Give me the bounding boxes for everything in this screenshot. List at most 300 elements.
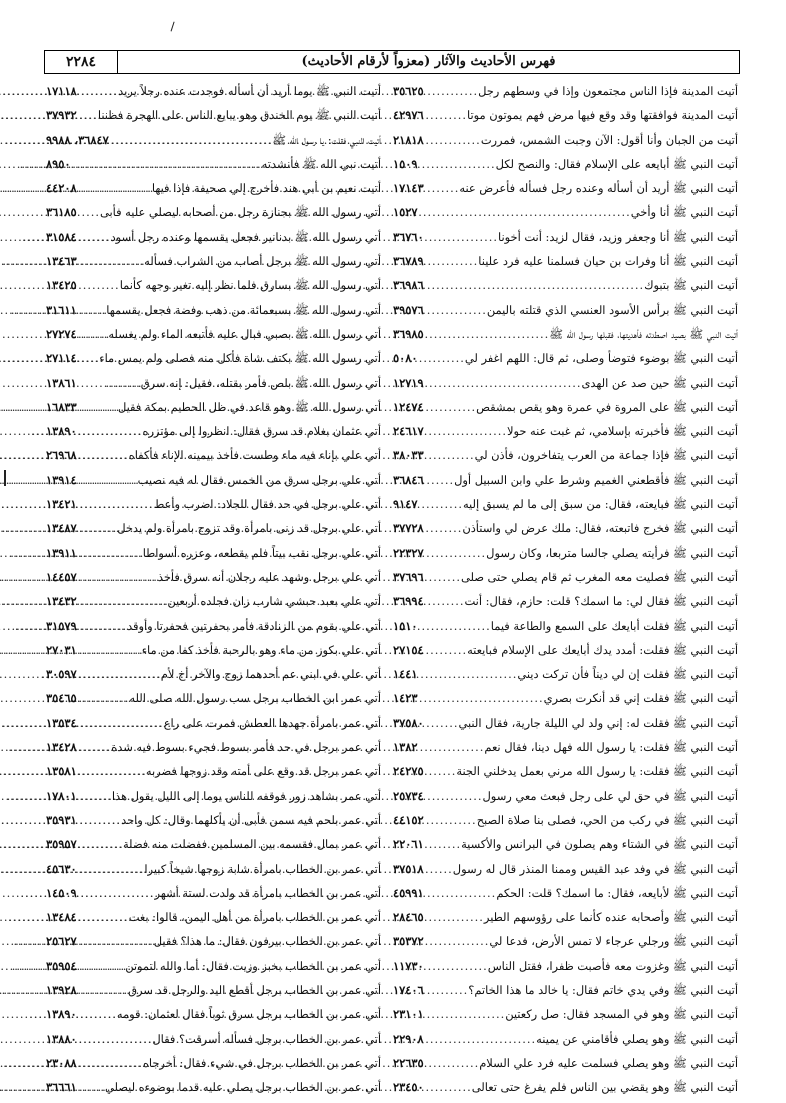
index-entry: [44, 443, 381, 467]
leader-dots: [77, 225, 111, 249]
hadith-number: ١٤٥٠٩: [46, 885, 77, 900]
entry-text: أتيت النبي ﷺ لأبايعه، فقال: ما اسمك؟ قلت: الحكم: [496, 885, 738, 900]
leader-dots: [77, 298, 107, 322]
index-entry: [44, 200, 381, 224]
leader-dots: [77, 565, 158, 589]
leader-dots: [77, 954, 126, 978]
leader-dots: [77, 614, 127, 638]
index-entry: [44, 541, 381, 565]
leader-dots: [424, 419, 507, 443]
hadith-number: ٢٧١٥٤: [393, 642, 424, 657]
leader-dots: [417, 346, 464, 370]
hadith-number: ٣١٦١١: [46, 302, 77, 317]
index-entry: [44, 79, 381, 103]
index-entry: [44, 103, 381, 127]
hadith-number: ١٥١٠: [393, 618, 418, 633]
leader-dots: [424, 225, 498, 249]
leader-dots: [77, 468, 138, 492]
page-header: [44, 50, 740, 74]
leader-dots: [424, 79, 479, 103]
entry-text: أتيت النبي ﷺ وهو يصلي فسلمت عليه فرد علي السلام: [479, 1055, 738, 1070]
entry-text: أتيت النبي ﷺ يوم الخندق وهو يبايع الناس على الهجرة فظننا: [97, 108, 381, 123]
entry-text: أتي رسول الله ﷺ برجل أصاب من الشراب فسأله: [144, 254, 381, 269]
index-entry: [391, 711, 738, 735]
entry-text: أتيت النبي ﷺ أبايعه على الإسلام فقال: والنصح لكل: [495, 156, 738, 171]
index-entry: [391, 152, 738, 176]
leader-dots: [424, 298, 487, 322]
hadith-number: ٣٥٩٣١: [46, 812, 77, 827]
entry-text: أتيت النبي ﷺ وفي يدي خاتم فقال: يا خالد ما هذا الخاتم؟: [468, 982, 738, 997]
index-entry: [391, 1075, 738, 1099]
entry-text: أتيت النبي ﷺ أنا وفرات بن حيان فسلمنا عليه فرد علينا: [478, 254, 738, 269]
index-entry: [391, 1002, 738, 1026]
entry-text: أتي علي بعبد حبشي شارب زان فجلده أربعين: [167, 594, 381, 609]
entry-text: أتيت النبي ﷺ فرأيته يصلي جالسا متربعا، وكان رسول: [486, 545, 738, 560]
hadith-number: ٢٧١١٤: [46, 351, 77, 366]
leader-dots: [77, 711, 164, 735]
leader-dots: [424, 322, 550, 346]
index-entry: [44, 298, 381, 322]
index-entry: [44, 1002, 381, 1026]
index-entry: [44, 346, 381, 370]
hadith-number: ١٧٤٠٦: [393, 982, 424, 997]
index-entry: [44, 249, 381, 273]
hadith-number: ٢٧٠٣١: [46, 642, 77, 657]
index-entry: [44, 589, 381, 613]
hadith-number: ١٣٥٨١: [46, 764, 77, 779]
hadith-number: ٢٤٦١٧: [393, 424, 424, 439]
leader-dots: [417, 686, 543, 710]
hadith-number: ١٤٤١: [393, 667, 418, 682]
index-columns: [44, 79, 738, 1095]
entry-text: أتيت النبي ﷺ فقلت: يا رسول الله مرني بعمل يدخلني الجنة: [456, 764, 738, 779]
entry-text: أتي رسول الله ﷺ بسارق فلما نظر إليه تغير وجهه كأنما: [119, 278, 381, 293]
index-entry: [391, 103, 738, 127]
hadith-number: ١٢٤٧٤: [393, 399, 424, 414]
index-entry: [44, 128, 381, 152]
hadith-number: ٤٤٢٠٨: [46, 181, 77, 196]
leader-dots: [77, 759, 146, 783]
entry-text: أتيت النبي ﷺ بصيد اصطدته فأهديتها، فقبلها رسول الله ﷺ: [549, 326, 738, 341]
index-entry: [44, 152, 381, 176]
index-entry: [391, 1027, 738, 1051]
leader-dots: [424, 1075, 472, 1099]
leader-dots: [77, 1027, 153, 1051]
index-entry: [44, 273, 381, 297]
entry-text: أتي عمر بن الخطاب بيرفون فقال: ما هذا؟ فقيل: [153, 934, 381, 949]
hadith-number: ٣٦٩٨٥: [393, 326, 424, 341]
index-entry: [391, 881, 738, 905]
leader-dots: [77, 200, 100, 224]
entry-text: أتي رسول الله ﷺ بجنازة رجل من أصحابه ليصلي عليه فأبى: [99, 205, 381, 220]
entry-text: أتي عمر بن الخطاب برجل أقطع اليد والرجل قد سرق: [128, 982, 381, 997]
index-entry: [44, 857, 381, 881]
hadith-number: ٢٢٣٢٧: [393, 545, 424, 560]
index-entry: [391, 225, 738, 249]
entry-text: أتيت النبي ﷺ على المروة في عمرة وهو يقص بمشقص: [476, 399, 738, 414]
entry-text: أتيت النبي ﷺ فقلت إني قد أنكرت بصري: [543, 691, 738, 706]
leader-dots: [77, 516, 118, 540]
leader-dots: [77, 784, 112, 808]
entry-text: أتيت النبي ﷺ بوضوء فتوضأ وصلى، ثم قال: اللهم اغفر لي: [464, 351, 738, 366]
entry-text: أتيت النبي ﷺ حين صد عن الهدى: [581, 375, 738, 390]
hadith-number: ٣٦٩٩٤: [393, 594, 424, 609]
index-entry: [44, 978, 381, 1002]
index-entry: [391, 808, 738, 832]
leader-dots: [424, 881, 497, 905]
entry-text: أتيت النبي ﷺ فإذا جماعة من العرب يتفاخرون، فأذن لي: [474, 448, 738, 463]
leader-dots: [424, 978, 469, 1002]
hadith-number: ٢٧٢٧٤: [46, 326, 77, 341]
leader-dots: [424, 273, 645, 297]
hadith-number: ٩١٤٧: [393, 497, 418, 512]
hadith-number: ٢٥٧٣٤: [393, 788, 424, 803]
leader-dots: [77, 857, 145, 881]
index-entry: [44, 686, 381, 710]
entry-text: أتيت النبي ﷺ فأقطعني الغميم وشرط علي وابن السبيل أول: [454, 472, 738, 487]
entry-text: أتيت النبي ﷺ ورجلي عرجاء لا تمس الأرض، فدعا لي: [489, 934, 738, 949]
hadith-number: ١٣٨٩٠: [46, 424, 77, 439]
index-entry: [391, 1051, 738, 1075]
entry-text: أتي عمر بن الخطاب بخبز وزيت فقال: أما والله لتموتن: [125, 958, 381, 973]
hadith-number: ١٥٠٩: [393, 156, 418, 171]
index-entry: [44, 371, 381, 395]
entry-text: أتي عمر بامرأة جهدها العطش فمرت على راع: [163, 715, 381, 730]
index-entry: [391, 832, 738, 856]
leader-dots: [77, 346, 100, 370]
index-entry: [391, 589, 738, 613]
hadith-number: ١٣٤٣٢: [46, 594, 77, 609]
entry-text: أتي عمر بن الخطاب برجل يصلي عليه قدما بوضوءه ليصلي: [105, 1080, 381, 1095]
hadith-number: ٢٢٠٦١: [393, 837, 424, 852]
entry-text: أتي رسول الله ﷺ بدنانير فجعل يقسمها وعنده رجل أسود: [110, 229, 381, 244]
entry-text: أتيت النبي ﷺ في حق لي على رجل فبعث معي رسول: [482, 788, 738, 803]
entry-text: أتي عمر بمال فقسمه بين المسلمين ففضلت منه فضلة: [122, 837, 381, 852]
index-entry: [44, 808, 381, 832]
leader-dots: [424, 128, 481, 152]
hadith-number: ٣٨٠٣٣: [393, 448, 424, 463]
hadith-number: ٣٦١٨٥: [46, 205, 77, 220]
leader-dots: [424, 395, 477, 419]
entry-text: أتيت المدينة فوافقتها وقد وقع فيها مرض فهم يموتون موتا: [467, 108, 738, 123]
entry-text: أتي علي بقوم من الزنادقة فأمر بحفرتين فحفرتا وأوقد: [127, 618, 381, 633]
hadith-number: ١٥٢٧: [393, 205, 418, 220]
entry-text: أتيت نعيم بن أبي هند فأخرج إلي صحيفة فإذا فيها: [151, 181, 381, 196]
leader-dots: [424, 468, 455, 492]
leader-dots: [424, 103, 467, 127]
leader-dots: [424, 711, 459, 735]
entry-text: أتيت من الجبان وأنا أقول: الآن وجبت الشمس، فمررت: [480, 132, 738, 147]
leader-dots: [417, 614, 490, 638]
entry-text: أتيت النبي ﷺ يوما أريد أن أسأله فوجدت عنده رجلاً يريد: [118, 84, 381, 98]
hadith-number: ١٣٤٢٨: [46, 740, 77, 755]
leader-dots: [424, 929, 490, 953]
leader-dots: [417, 200, 630, 224]
leader-dots: [424, 541, 487, 565]
leader-dots: [77, 1002, 117, 1026]
hadith-number: ٣١٥٧٩: [46, 618, 77, 633]
entry-text: أتيت النبي فقلت: يا رسول الله ﷺ: [272, 132, 381, 147]
index-entry: [391, 784, 738, 808]
index-entry: [44, 662, 381, 686]
entry-text: أتي علي برجل سرق من الخمس فقال له فيه نصيب: [137, 472, 381, 487]
leader-dots: [77, 249, 145, 273]
entry-text: أتي علي برجل نقب بيتاً فلم يقطعه، وعزره أسواطا: [142, 545, 381, 560]
entry-text: أتيت النبي ﷺ فأخبرته بإسلامي، ثم غبت عنه حولا: [507, 424, 738, 439]
leader-dots: [77, 808, 122, 832]
entry-text: أتي رسول الله ﷺ بصبي فبال عليه فأتبعه الماء ولم يغسله: [108, 326, 381, 341]
leader-dots: [77, 273, 120, 297]
hadith-number: ١٣٤٦٣: [46, 254, 77, 269]
leader-dots: [77, 881, 155, 905]
index-entry: [44, 832, 381, 856]
leader-dots: [77, 492, 154, 516]
entry-text: أتيت النبي ﷺ فبايعته، فقال: من سبق إلى ما لم يسبق إليه: [462, 497, 738, 512]
hadith-number: ٣٦٨٤٦: [393, 472, 424, 487]
index-entry: [391, 346, 738, 370]
entry-text: أتي رسول الله ﷺ بلص فأمر بقتله، فقيل: إنه سرق: [140, 375, 381, 390]
hadith-number: ١٧٨٠١: [46, 788, 77, 803]
leader-dots: [424, 832, 461, 856]
index-entry: [391, 273, 738, 297]
index-entry: [391, 79, 738, 103]
entry-text: أتيت النبي ﷺ في ركب من الحي، فصلى بنا صلاة الصبح: [476, 812, 738, 827]
index-entry: [391, 929, 738, 953]
leader-dots: [70, 152, 261, 176]
leader-dots: [424, 784, 483, 808]
leader-dots: [417, 662, 517, 686]
hadith-number: ٣٧٧٢٨: [393, 521, 424, 536]
entry-text: أتي عمر بشاهد زور فوقفه للناس يوما إلى الليل يقول هذا: [111, 788, 381, 803]
leader-dots: [424, 371, 582, 395]
index-entry: [391, 200, 738, 224]
index-entry: [44, 176, 381, 200]
entry-text: أتيت النبي ﷺ أريد أن أسأله وعنده رجل فسأله فأعرض عنه: [459, 181, 738, 196]
hadith-number: ٢٦٩٦٨: [46, 448, 77, 463]
index-entry: [44, 905, 381, 929]
index-entry: [391, 662, 738, 686]
entry-text: أتي رسول الله ﷺ بكتف شاة فأكل منه فصلى ولم يمس ماء: [99, 351, 381, 366]
index-entry: [44, 954, 381, 978]
hadith-number: ١٣٤٢٥: [46, 278, 77, 293]
leader-dots: [77, 929, 154, 953]
hadith-number: ٤٥٦٣٠: [46, 861, 77, 876]
index-entry: [44, 929, 381, 953]
leader-dots: [77, 176, 152, 200]
index-entry: [44, 1051, 381, 1075]
entry-text: أتيت النبي ﷺ في وفد عبد القيس وممنا المنذر قال له رسول: [452, 861, 738, 876]
index-entry: [391, 249, 738, 273]
entry-text: أتيت النبي ﷺ وأصحابه عنده كأنما على رؤوسهم الطير: [483, 910, 738, 925]
index-entry: [44, 225, 381, 249]
entry-text: أتيت النبي ﷺ فقلت له: إني ولد لي الليلة جارية، فقال النبي: [458, 715, 738, 730]
hadith-number: ٥٠٨٠: [393, 351, 418, 366]
leader-dots: [424, 443, 475, 467]
leader-dots: [424, 249, 479, 273]
hadith-number: ٣٩٥٧٦: [393, 302, 424, 317]
entry-text: أتي علي برجل في حد فقال للجلاد: اضرب وأعط: [153, 497, 381, 512]
entry-text: أتي علي برجل قد زنى بامرأة وقد تزوج بامرأة ولم يدخل: [117, 521, 381, 536]
leader-dots: [77, 371, 141, 395]
index-entry: [391, 443, 738, 467]
leader-dots: [424, 589, 465, 613]
hadith-number: ١٣٤٨٧: [46, 521, 77, 536]
index-entry: [391, 468, 738, 492]
hadith-number: ٢٣٠٨٨: [46, 1055, 77, 1070]
entry-text: أتي عمر بن الخطاب بامرأة شابة زوجها شيخاً كبيرا: [144, 861, 381, 876]
entry-text: أتي علي بإناء فيه ماء وطست فأخذ بيمينه الإناء فأكفاه: [128, 448, 381, 463]
hadith-number: ١٤٤٥٧: [46, 569, 77, 584]
leader-dots: [77, 686, 130, 710]
entry-text: أتي عمر بن الخطاب بامرأة قد ولدت لستة أشهر: [154, 885, 381, 900]
entry-text: أتي عمر بلحم فيه سمن فأبى أن يأكلهما وقال: كل واحد: [121, 812, 381, 827]
entry-text: أتي عمر بن الخطاب برجل سرق ثوباً فقال لعثمان: قومه: [116, 1007, 381, 1022]
hadith-number: ١٧١١٨: [46, 84, 77, 98]
leader-dots: [424, 1027, 537, 1051]
index-entry: [44, 1027, 381, 1051]
hadith-number: ٣٥٩٥٧: [46, 837, 77, 852]
index-entry: [391, 492, 738, 516]
entry-text: أتي عمر بن الخطاب برجل في شيء فقال: أخرجاه: [142, 1055, 381, 1070]
index-entry: [391, 735, 738, 759]
leader-dots: [77, 443, 129, 467]
entry-text: أتي رسول الله ﷺ وهو قاعد في ظل الحطيم بمكة فقيل: [117, 399, 381, 414]
hadith-number: ٤٥٩٩١: [393, 885, 424, 900]
index-entry: [44, 565, 381, 589]
entry-text: أتي عمر برجل قد وقع على أمته وقد زوجها فضربه: [145, 764, 381, 779]
hadith-number: ٣٧٥٨٠: [393, 715, 424, 730]
left-column: [44, 79, 391, 1095]
leader-dots: [77, 79, 119, 103]
entry-text: أتيت النبي ﷺ في الشتاء وهم يصلون في البرانس والأكسية: [461, 837, 738, 852]
hadith-number: ١٤٢٣: [393, 691, 418, 706]
leader-dots: [424, 1002, 506, 1026]
entry-text: أتيت النبي ﷺ فقلت: يا رسول الله فهل دينا، فقال نعم: [484, 740, 738, 755]
hadith-number: ٢٨٤٦٥: [393, 910, 424, 925]
index-entry: [44, 492, 381, 516]
hadith-number: ٣٦٧٦٠: [393, 229, 424, 244]
entry-text: أتيت النبي ﷺ فقلت: أمدد يدك أبايعك على الإسلام فبايعته: [467, 642, 738, 657]
entry-text: أتي عمر بن الخطاب برجل فسأله أسرقت؟ فقال: [152, 1031, 381, 1046]
leader-dots: [77, 1051, 143, 1075]
hadith-number: ١٣٨٦١: [46, 375, 77, 390]
hadith-number: ١٣٨٨٠: [46, 1031, 77, 1046]
right-column: [391, 79, 738, 1095]
index-entry: [391, 176, 738, 200]
index-entry: [44, 735, 381, 759]
hadith-number: ٣٧٥١٨: [393, 861, 424, 876]
hadith-number: ١٣٩٢٨: [46, 982, 77, 997]
leader-dots: [77, 395, 118, 419]
entry-text: أتيت النبي ﷺ فخرج فاتبعته، فقال: ملك عرض لي واستأذن: [462, 521, 738, 536]
hadith-number: ٣٦٦٦١: [46, 1080, 77, 1095]
hadith-number: ٣٠٥٩٧: [46, 667, 77, 682]
index-entry: [44, 516, 381, 540]
leader-dots: [424, 176, 460, 200]
scan-mark: [171, 22, 178, 33]
hadith-number: ٨٩٥٠: [46, 156, 71, 171]
hadith-number: ١٢٧١٩: [393, 375, 424, 390]
leader-dots: [424, 638, 467, 662]
leader-dots: [77, 735, 112, 759]
leader-dots: [417, 152, 495, 176]
entry-text: أتيت النبي ﷺ وغزوت معه فأصبت ظفرا، فقتل الناس: [487, 958, 738, 973]
hadith-number: ٢٥٦٢٧: [46, 934, 77, 949]
entry-text: أتيت النبي ﷺ فقلت إن لي ديناً فأن تركت ديني: [517, 667, 738, 682]
index-entry: [391, 565, 738, 589]
index-entry: [391, 128, 738, 152]
entry-text: أتيت النبي ﷺ وهو يصلي فأقامني عن يمينه: [536, 1031, 738, 1046]
index-entry: [391, 516, 738, 540]
index-entry: [391, 954, 738, 978]
leader-dots: [424, 857, 453, 881]
hadith-number: ١٣٥٣٤: [46, 715, 77, 730]
hadith-number: ١٣٩١١: [46, 545, 77, 560]
leader-dots: [424, 565, 461, 589]
hadith-number: ١٣٤٨٤: [46, 910, 77, 925]
index-entry: [391, 419, 738, 443]
entry-text: أتيت النبي ﷺ أنا وأخي: [630, 205, 738, 220]
hadith-number: ٣٦٩٨٦: [393, 278, 424, 293]
hadith-number: ٢٣٤٥٠: [393, 1080, 424, 1095]
index-entry: [44, 759, 381, 783]
hadith-number: ٢١٨١٨: [393, 132, 424, 147]
index-entry: [44, 614, 381, 638]
index-entry: [391, 759, 738, 783]
leader-dots: [77, 589, 168, 613]
index-entry: [44, 468, 381, 492]
entry-text: أتي علي برجل وشهد عليه رجلان أنه سرق فأخذ: [157, 569, 381, 584]
hadith-number: ١٣٤٢١: [46, 497, 77, 512]
entry-text: أتي عمر ابن الخطاب برجل سب رسول الله صلى الله: [129, 691, 381, 706]
entry-text: أتي عمر بن الخطاب بامرأة من أهل اليمن، قالوا: بغت: [128, 910, 381, 925]
leader-dots: [424, 1051, 480, 1075]
hadith-number: ١١٧٣٠: [393, 958, 424, 973]
hadith-number: ٢٣١٠١: [393, 1007, 424, 1022]
hadith-number: ١٣٨٢: [393, 740, 418, 755]
leader-dots: [424, 759, 457, 783]
index-entry: [391, 686, 738, 710]
index-entry: [391, 638, 738, 662]
entry-text: أتي رسول الله ﷺ بسبعمائة من ذهب وفضة فجعل يقسمها: [106, 302, 381, 317]
leader-dots: [424, 516, 463, 540]
index-entry: [391, 857, 738, 881]
leader-dots: [77, 662, 161, 686]
page-number: ٢٢٨٤: [45, 51, 118, 73]
hadith-number: ٣٥٩٥٤: [46, 958, 77, 973]
hadith-number: ٣١٥٨٤: [46, 229, 77, 244]
entry-text: أتيت المدينة فإذا الناس مجتمعون وإذا في وسطهم رجل: [478, 84, 738, 98]
entry-text: أتيت نبي الله ﷺ فأنشدته: [261, 156, 381, 171]
entry-text: أتيت النبي ﷺ وهو يقضي بين الناس فلم يفرغ حتى تعالى: [471, 1080, 738, 1095]
entry-text: أتيت النبي ﷺ وهو في المسجد فقال: صل ركعتين: [505, 1007, 738, 1022]
entry-text: أتيت النبي ﷺ برأس الأسود العنسي الذي قتلته باليمن: [486, 302, 738, 317]
index-entry: [391, 395, 738, 419]
hadith-number: ١٦٨٣٣: [46, 399, 77, 414]
leader-dots: [77, 638, 142, 662]
hadith-number: ٣٥٣٧٢: [393, 934, 424, 949]
index-entry: [391, 978, 738, 1002]
hadith-number: ٣٦٨٤٧، ٩٩٨٨: [46, 132, 109, 147]
leader-dots: [424, 905, 484, 929]
leader-dots: [417, 735, 484, 759]
entry-text: أتي علي في ابني عم أحدهما زوج والآخر أخ لأم: [160, 667, 381, 682]
hadith-number: ٢٤٢٧٥: [393, 764, 424, 779]
leader-dots: [77, 419, 143, 443]
index-entry: [44, 638, 381, 662]
index-entry: [391, 614, 738, 638]
hadith-number: ١٣٩١٤: [46, 472, 77, 487]
